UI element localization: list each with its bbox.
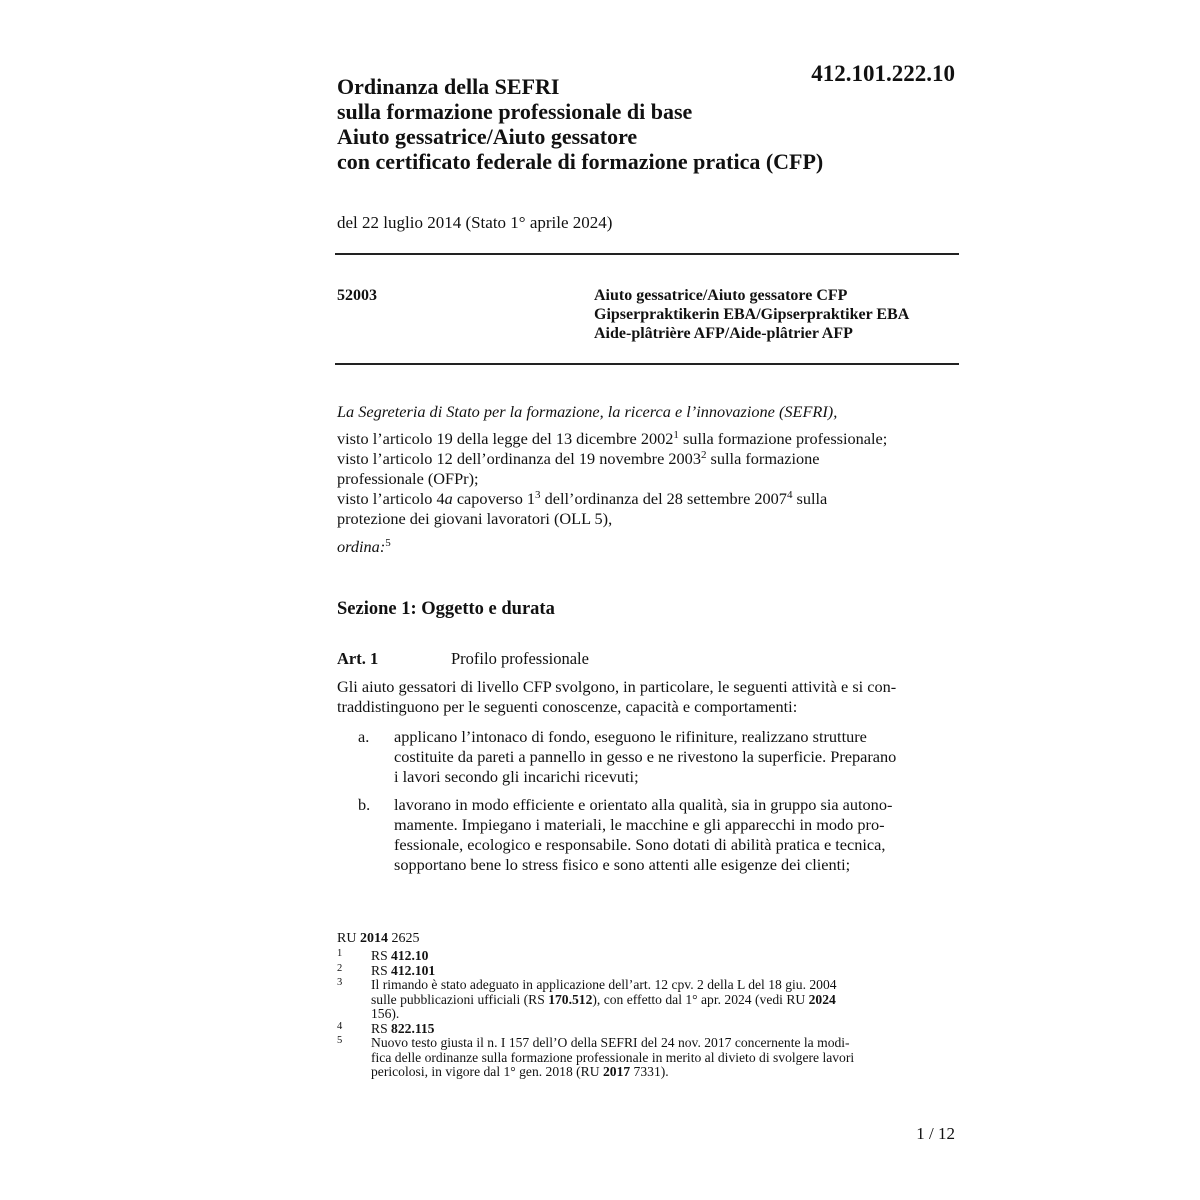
footnote: 2 RS 412.101 [337,962,436,978]
footnote-ref[interactable]: 1 [673,429,679,441]
list-item-text: lavorano in modo efficiente e orientato alla qualità, sia in gruppo sia autono- mamente. Impiegano i materiali, le macchine e gli apparecchi in modo pro- fessionale, ecologico e responsabile. Sono dotati di abilità pratica e tecnica, sopportano bene lo stress fisico e sono attenti alle esigenze dei clienti; [394,795,893,874]
article-number: Art. 1 [337,649,379,668]
footnote: 3 Il rimando è stato adeguato in applicazione dell’art. 12 cpv. 2 della L del 18 giu. 2004 sulle pubblicazioni ufficiali (RS 170.512), con effetto dal 1° apr. 2024 (vedi RU 2024 156). [337,977,837,1021]
list-item-text: applicano l’intonaco di fondo, eseguono le rifiniture, realizzano strutture costituite da pareti a pannello in gesso e ne rivestono la superficie. Preparano i lavori secondo gli incarichi ricevuti; [394,727,897,786]
ru-reference: RU 2014 2625 [337,931,420,946]
footnote-number: 5 [337,1035,343,1046]
bottom-divider [335,363,959,365]
footnote-ref[interactable]: 4 [786,489,793,501]
footnote-number: 4 [337,1020,343,1032]
footnote-ref[interactable]: 5 [385,537,391,549]
profession-name-de: Gipserpraktikerin EBA/Gipserpraktiker EBA [594,306,910,323]
profession-names [594,286,964,343]
footnote-ref[interactable]: 2 [700,449,707,461]
section-heading: Sezione 1: Oggetto e durata [337,599,555,619]
preamble-line: protezione dei giovani lavoratori (OLL 5), [337,509,613,528]
date-status-line: del 22 luglio 2014 (Stato 1° aprile 2024) [337,213,613,232]
ordinance-title [337,74,937,174]
footnote: 1 RS 412.10 [337,948,429,963]
profession-code: 52003 [337,287,377,304]
profession-name-fr: Aide-plâtrière AFP/Aide-plâtrier AFP [594,325,853,342]
preamble [337,402,967,557]
profession-name-it: Aiuto gessatrice/Aiuto gessatore CFP [594,287,848,304]
title-line: con certificato federale di formazione pratica (CFP) [337,149,824,174]
top-divider [335,253,959,255]
title-line: sulla formazione professionale di base [337,99,693,124]
preamble-line: visto l’articolo 12 dell’ordinanza del 19 novembre 2003$^2$ sulla formazione [337,449,820,468]
page-number: 1 / 12 [916,1124,955,1143]
list-item-label: b. [358,795,371,814]
footnote-number: 1 [337,948,343,959]
article-title: Profilo professionale [451,649,589,668]
article-intro: Gli aiuto gessatori di livello CFP svolgono, in particolare, le seguenti attività e si con- traddistinguono per le seguenti conoscenze, capacità e comportamenti: [337,677,897,716]
sr-number: 412.101.222.10 [811,61,955,86]
title-line: Ordinanza della SEFRI [337,74,560,99]
preamble-line: professionale (OFPr); [337,469,479,488]
preamble-line: visto l’articolo 19 della legge del 13 dicembre 2002$^1$ sulla formazione professionale; [337,429,888,448]
issuing-authority: La Segreteria di Stato per la formazione, la ricerca e l’innovazione (SEFRI), [337,402,838,421]
footnote-number: 3 [337,977,343,988]
footnote-ref[interactable]: 3 [535,489,541,501]
ordina: ordina:$^5$ [337,537,391,556]
title-line: Aiuto gessatrice/Aiuto gessatore [337,124,638,149]
footnote: 4 RS 822.115 [337,1020,435,1036]
list-item-label: a. [358,727,370,746]
preamble-line: visto l’articolo 4a capoverso $1^3$ dell’ordinanza del 28 settembre 2007$^4$ sulla [337,489,828,508]
footnotes [337,949,957,1080]
footnote: 5 Nuovo testo giusta il n. I 157 dell’O della SEFRI del 24 nov. 2017 concernente la modi- fica delle ordinanze sulla formazione professionale in merito al divieto di svolgere lavori pericolosi, in vigore dal 1° gen. 2018 (RU 2017 7331). [337,1035,855,1079]
footnote-number: 2 [337,962,343,974]
